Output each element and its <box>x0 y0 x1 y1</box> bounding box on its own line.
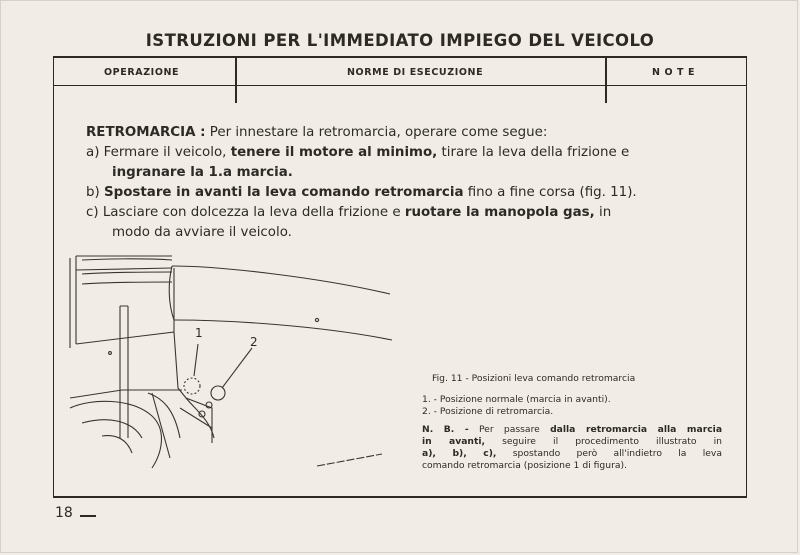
caption-nb-line-1 <box>422 424 722 436</box>
nb-bold-2: in avanti, <box>422 436 485 447</box>
instruction-body <box>86 123 726 243</box>
step-c-prefix: c) Lasciare con dolcezza la leva della frizione e <box>86 205 405 220</box>
figure-label-1: 1 <box>195 326 203 340</box>
figure-label-2: 2 <box>250 335 258 349</box>
leader-line-2 <box>222 348 252 388</box>
frame-top-bars <box>76 256 172 270</box>
nb-line-3b: spostando però all'indietro la leva <box>496 448 722 459</box>
nb-text-1: Per passare <box>468 424 551 435</box>
page-number: 18 <box>55 505 73 521</box>
caption-nb-line-3 <box>422 448 722 460</box>
column-header-note: N O T E <box>652 67 696 78</box>
nb-line-3a: a), b), c), <box>422 448 497 459</box>
caption-title: Fig. 11 - Posizioni leva comando retromarcia <box>432 373 636 384</box>
frame-rivet <box>109 352 112 355</box>
figure-caption <box>422 373 722 472</box>
mechanism-linkage <box>180 398 214 438</box>
mechanism-rod <box>148 393 180 458</box>
beam-top-edge <box>172 266 390 294</box>
mechanism-housing <box>174 332 212 443</box>
step-c-suffix: in <box>594 205 612 220</box>
section-heading-line <box>86 123 726 143</box>
page-number-dash <box>80 515 96 517</box>
nb-bold-1: dalla retromarcia alla marcia <box>550 424 723 435</box>
section-heading: RETROMARCIA : <box>86 125 206 140</box>
caption-legend-1: 1. - Posizione normale (marcia in avanti). <box>422 394 611 405</box>
step-b-bold: Spostare in avanti la leva comando retromarcia <box>103 185 464 200</box>
nb-prefix: N. B. - <box>422 424 469 435</box>
lever-position-1 <box>184 378 200 394</box>
step-a <box>86 143 726 163</box>
step-a-bold-2: ingranare la 1.a marcia. <box>112 165 293 180</box>
leader-line-1 <box>194 344 198 376</box>
page-title: ISTRUZIONI PER L'IMMEDIATO IMPIEGO DEL VEICOLO <box>145 31 655 50</box>
column-header-norme: NORME DI ESECUZIONE <box>347 67 484 78</box>
step-c-continuation: modo da avviare il veicolo. <box>112 225 292 240</box>
step-c-bold: ruotare la manopola gas, <box>404 205 595 220</box>
step-b-suffix: fino a fine corsa (fig. 11). <box>463 185 637 200</box>
frame-left-edge <box>70 256 76 348</box>
table-header-row <box>54 58 746 86</box>
step-a-continuation <box>86 163 726 183</box>
beam-end <box>169 266 174 320</box>
step-b <box>86 183 726 203</box>
base-line <box>70 390 182 398</box>
step-a-prefix: a) Fermare il veicolo, <box>86 145 231 160</box>
caption-legend-2: 2. - Posizione di retromarcia. <box>422 406 554 417</box>
step-a-mid: tirare la leva della frizione e <box>437 145 630 160</box>
nb-text-2: seguire il procedimento illustrato in <box>485 436 722 447</box>
step-a-bold-1: tenere il motore al minimo, <box>230 145 438 160</box>
column-divider-2 <box>605 58 607 103</box>
beam-rivet <box>315 318 318 321</box>
vertical-post <box>120 306 128 438</box>
column-header-operazione: OPERAZIONE <box>104 67 180 78</box>
column-divider-1 <box>235 58 237 103</box>
lever-position-2 <box>211 386 225 400</box>
section-intro: Per innestare la retromarcia, operare come segue: <box>205 125 548 140</box>
cable-line <box>317 454 382 466</box>
caption-nb-line-2 <box>422 436 722 448</box>
caption-nb-line-4: comando retromarcia (posizione 1 di figura). <box>422 460 627 471</box>
wheel-detail <box>82 420 142 453</box>
wheel-rim <box>70 401 161 468</box>
frame-tubes <box>82 259 172 284</box>
step-b-prefix: b) <box>86 185 104 200</box>
beam-bottom-edge <box>174 320 392 340</box>
figure-11-illustration <box>62 248 407 488</box>
step-c <box>86 203 726 223</box>
